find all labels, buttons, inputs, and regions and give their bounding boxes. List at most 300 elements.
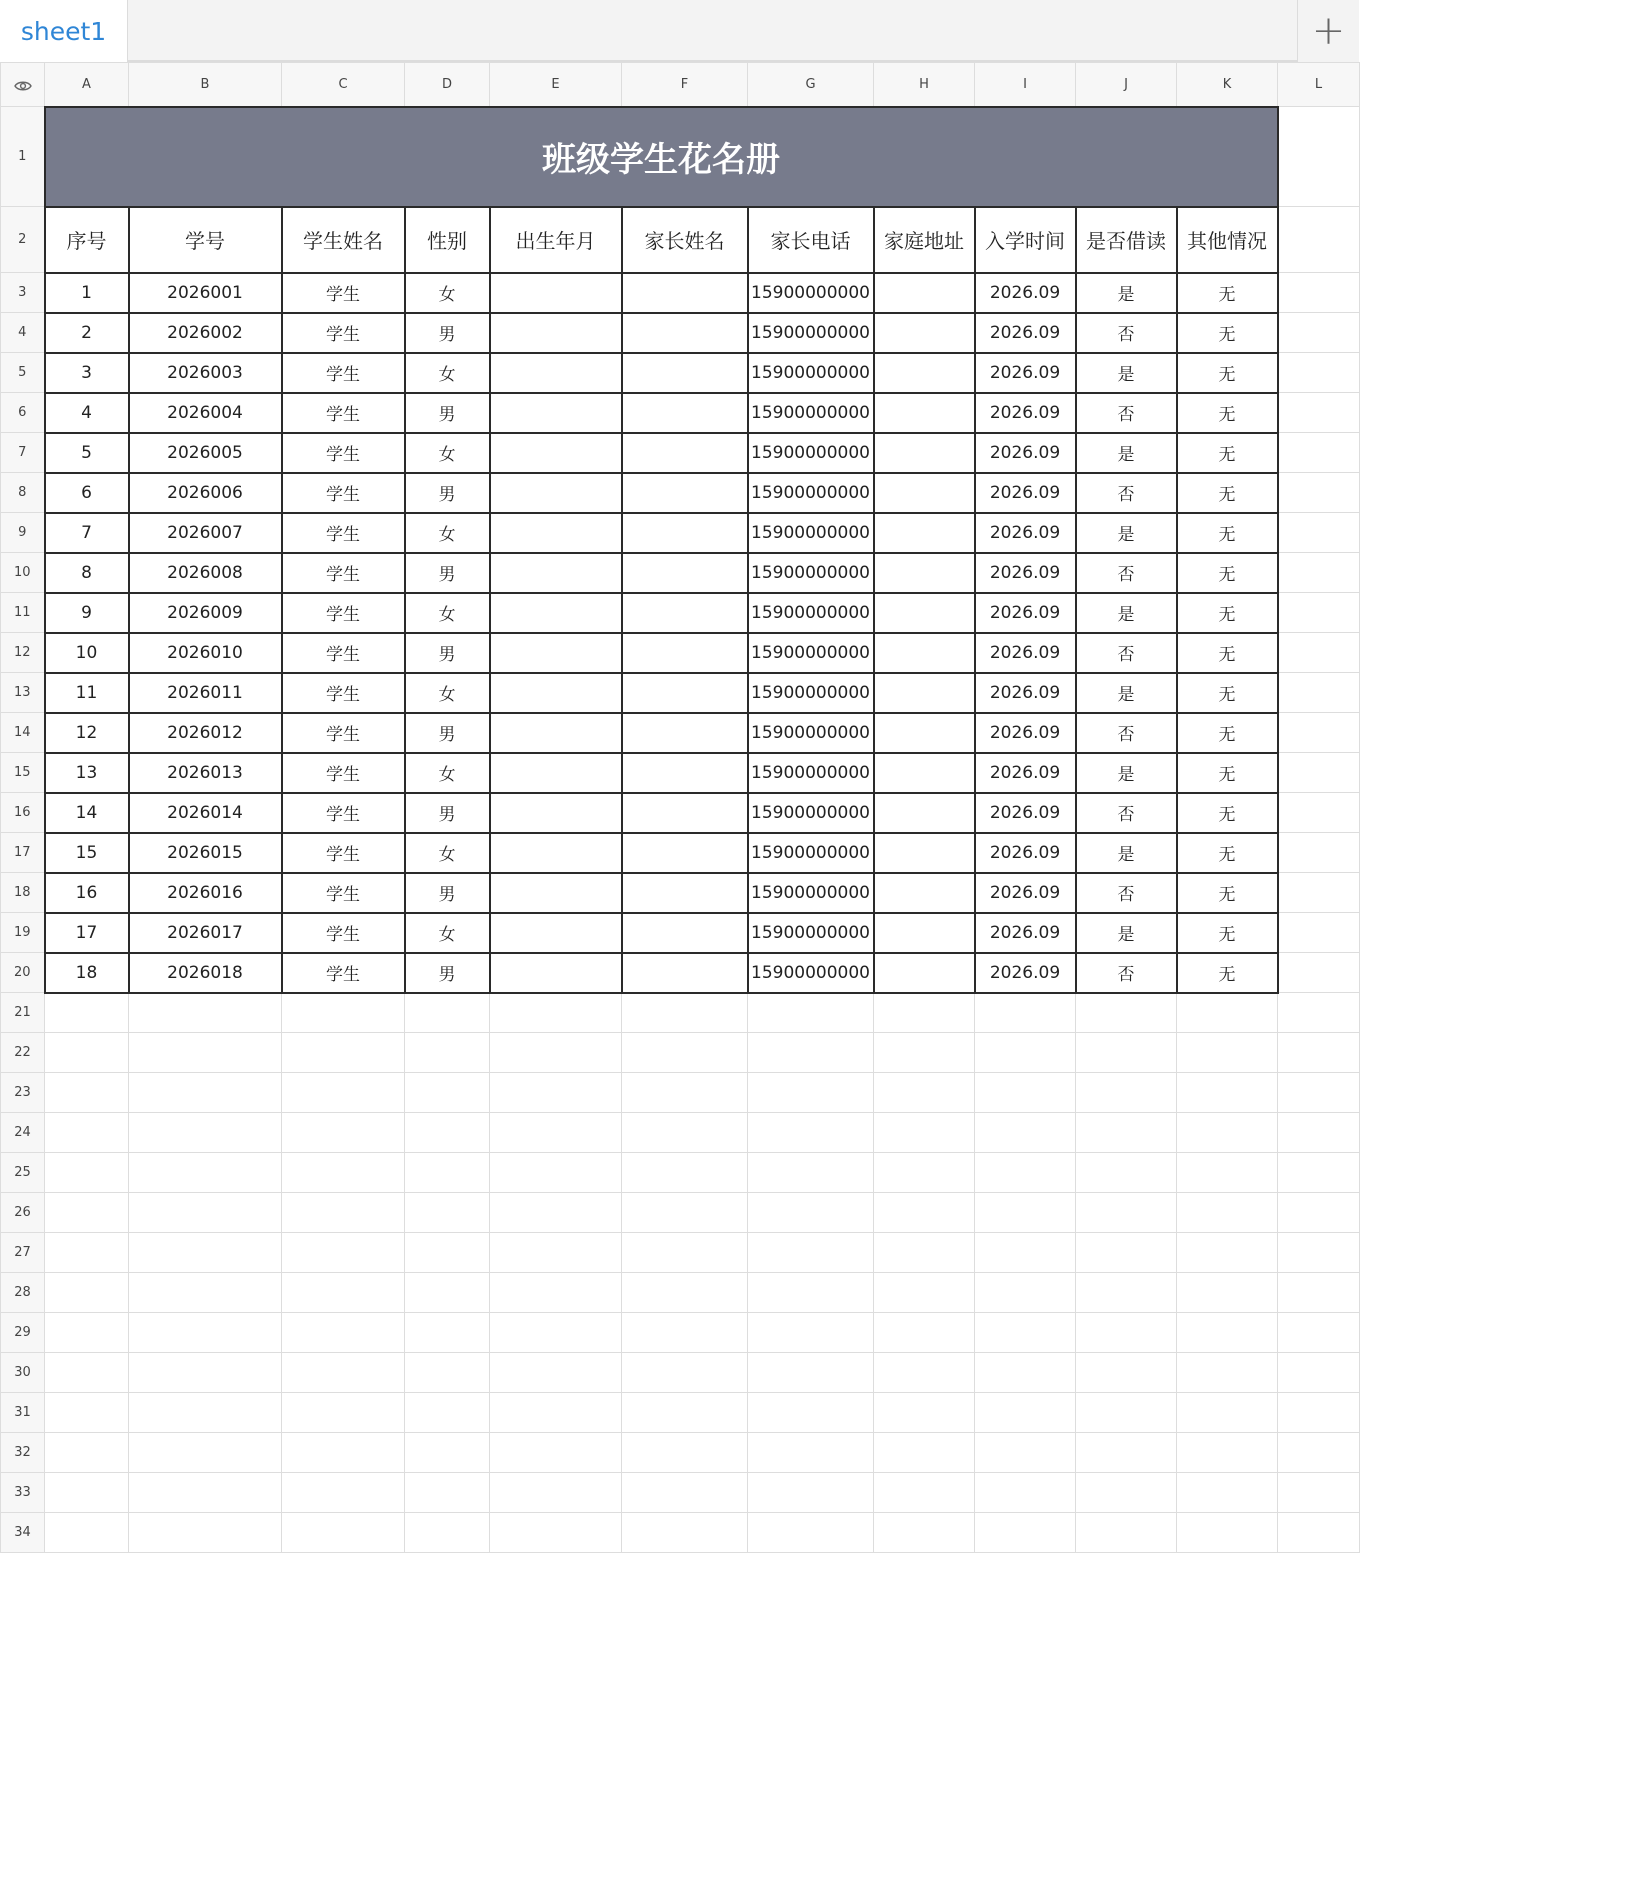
cell[interactable] xyxy=(405,1193,490,1233)
cell[interactable] xyxy=(622,1273,748,1313)
cell[interactable] xyxy=(1177,1313,1278,1353)
row-header-3[interactable]: 3 xyxy=(1,273,45,313)
cell[interactable] xyxy=(1177,1073,1278,1113)
cell[interactable] xyxy=(874,1113,975,1153)
data-cell[interactable] xyxy=(622,273,748,313)
data-cell[interactable]: 学生 xyxy=(282,873,405,913)
cell[interactable] xyxy=(748,1193,874,1233)
cell[interactable] xyxy=(975,1393,1076,1433)
data-cell[interactable]: 是 xyxy=(1076,833,1177,873)
data-cell[interactable] xyxy=(490,913,622,953)
cell[interactable] xyxy=(975,1313,1076,1353)
data-cell[interactable]: 2026005 xyxy=(129,433,282,473)
cell[interactable] xyxy=(748,1153,874,1193)
data-cell[interactable] xyxy=(622,833,748,873)
data-cell[interactable]: 女 xyxy=(405,833,490,873)
data-cell[interactable] xyxy=(622,953,748,993)
data-cell[interactable] xyxy=(874,513,975,553)
cell[interactable] xyxy=(490,1273,622,1313)
cell[interactable] xyxy=(282,1353,405,1393)
data-cell[interactable] xyxy=(622,313,748,353)
data-cell[interactable]: 无 xyxy=(1177,393,1278,433)
data-cell[interactable] xyxy=(490,793,622,833)
cell[interactable] xyxy=(975,1513,1076,1553)
cell[interactable] xyxy=(1076,1233,1177,1273)
data-cell[interactable] xyxy=(490,353,622,393)
data-cell[interactable]: 无 xyxy=(1177,713,1278,753)
cell[interactable] xyxy=(1076,1433,1177,1473)
data-cell[interactable]: 男 xyxy=(405,633,490,673)
data-cell[interactable] xyxy=(622,713,748,753)
data-cell[interactable]: 2026.09 xyxy=(975,833,1076,873)
cell[interactable] xyxy=(45,1233,129,1273)
data-cell[interactable]: 学生 xyxy=(282,913,405,953)
data-cell[interactable]: 无 xyxy=(1177,793,1278,833)
data-cell[interactable]: 2026.09 xyxy=(975,953,1076,993)
cell[interactable] xyxy=(490,1513,622,1553)
cell[interactable] xyxy=(1278,473,1360,513)
cell[interactable] xyxy=(1076,1313,1177,1353)
data-cell[interactable]: 无 xyxy=(1177,953,1278,993)
cell[interactable] xyxy=(490,1033,622,1073)
cell[interactable] xyxy=(1278,753,1360,793)
data-cell[interactable]: 2026012 xyxy=(129,713,282,753)
row-header-17[interactable]: 17 xyxy=(1,833,45,873)
row-header-29[interactable]: 29 xyxy=(1,1313,45,1353)
data-cell[interactable]: 学生 xyxy=(282,433,405,473)
cell[interactable] xyxy=(748,1473,874,1513)
row-header-15[interactable]: 15 xyxy=(1,753,45,793)
data-cell[interactable]: 学生 xyxy=(282,313,405,353)
cell[interactable] xyxy=(874,1513,975,1553)
cell[interactable] xyxy=(874,1073,975,1113)
cell[interactable] xyxy=(1278,393,1360,433)
data-cell[interactable]: 学生 xyxy=(282,633,405,673)
cell[interactable] xyxy=(622,1153,748,1193)
cell[interactable] xyxy=(45,1353,129,1393)
cell[interactable] xyxy=(1076,1513,1177,1553)
cell[interactable] xyxy=(282,1473,405,1513)
data-cell[interactable]: 男 xyxy=(405,873,490,913)
cell[interactable] xyxy=(129,1473,282,1513)
cell[interactable] xyxy=(874,1313,975,1353)
cell[interactable] xyxy=(874,1353,975,1393)
row-header-24[interactable]: 24 xyxy=(1,1113,45,1153)
cell[interactable] xyxy=(748,1393,874,1433)
data-cell[interactable]: 15900000000 xyxy=(748,633,874,673)
cell[interactable] xyxy=(1177,1273,1278,1313)
data-cell[interactable]: 无 xyxy=(1177,353,1278,393)
cell[interactable] xyxy=(975,1233,1076,1273)
cell[interactable] xyxy=(1076,1393,1177,1433)
cell[interactable] xyxy=(1177,1193,1278,1233)
data-cell[interactable]: 15900000000 xyxy=(748,593,874,633)
data-cell[interactable]: 学生 xyxy=(282,673,405,713)
row-header-33[interactable]: 33 xyxy=(1,1473,45,1513)
data-cell[interactable] xyxy=(874,753,975,793)
data-cell[interactable]: 学生 xyxy=(282,513,405,553)
data-cell[interactable]: 2026.09 xyxy=(975,513,1076,553)
data-cell[interactable]: 2026.09 xyxy=(975,473,1076,513)
row-header-1[interactable]: 1 xyxy=(1,107,45,207)
data-cell[interactable] xyxy=(622,353,748,393)
cell[interactable] xyxy=(1278,1353,1360,1393)
data-cell[interactable]: 1 xyxy=(45,273,129,313)
data-cell[interactable]: 10 xyxy=(45,633,129,673)
cell[interactable] xyxy=(748,1513,874,1553)
cell[interactable] xyxy=(129,1193,282,1233)
data-cell[interactable]: 男 xyxy=(405,953,490,993)
cell[interactable] xyxy=(129,1233,282,1273)
data-cell[interactable]: 无 xyxy=(1177,873,1278,913)
cell[interactable] xyxy=(622,1073,748,1113)
cell[interactable] xyxy=(282,1193,405,1233)
row-header-22[interactable]: 22 xyxy=(1,1033,45,1073)
cell[interactable] xyxy=(490,1393,622,1433)
column-header-g[interactable]: G xyxy=(748,63,874,107)
cell[interactable] xyxy=(45,1433,129,1473)
data-cell[interactable]: 2026010 xyxy=(129,633,282,673)
cell[interactable] xyxy=(282,1153,405,1193)
cell[interactable] xyxy=(1278,433,1360,473)
cell[interactable] xyxy=(1278,953,1360,993)
row-header-10[interactable]: 10 xyxy=(1,553,45,593)
column-header-e[interactable]: E xyxy=(490,63,622,107)
cell[interactable] xyxy=(129,993,282,1033)
row-header-20[interactable]: 20 xyxy=(1,953,45,993)
data-cell[interactable] xyxy=(490,753,622,793)
cell[interactable] xyxy=(1177,1233,1278,1273)
data-cell[interactable]: 无 xyxy=(1177,513,1278,553)
data-cell[interactable]: 2026002 xyxy=(129,313,282,353)
data-cell[interactable]: 女 xyxy=(405,273,490,313)
row-header-19[interactable]: 19 xyxy=(1,913,45,953)
data-cell[interactable]: 2026014 xyxy=(129,793,282,833)
cell[interactable] xyxy=(1278,993,1360,1033)
column-header-c[interactable]: C xyxy=(282,63,405,107)
cell[interactable] xyxy=(874,1193,975,1233)
data-cell[interactable]: 否 xyxy=(1076,873,1177,913)
data-cell[interactable]: 否 xyxy=(1076,393,1177,433)
cell[interactable] xyxy=(490,1153,622,1193)
data-cell[interactable]: 无 xyxy=(1177,753,1278,793)
data-cell[interactable]: 2026013 xyxy=(129,753,282,793)
cell[interactable] xyxy=(405,1513,490,1553)
data-cell[interactable] xyxy=(622,433,748,473)
data-cell[interactable]: 6 xyxy=(45,473,129,513)
data-cell[interactable]: 否 xyxy=(1076,953,1177,993)
table-header-cell[interactable]: 序号 xyxy=(45,207,129,273)
row-header-18[interactable]: 18 xyxy=(1,873,45,913)
cell[interactable] xyxy=(874,1273,975,1313)
cell[interactable] xyxy=(975,1273,1076,1313)
cell[interactable] xyxy=(1278,1513,1360,1553)
cell[interactable] xyxy=(748,1313,874,1353)
data-cell[interactable]: 15900000000 xyxy=(748,913,874,953)
data-cell[interactable]: 4 xyxy=(45,393,129,433)
data-cell[interactable]: 无 xyxy=(1177,593,1278,633)
data-cell[interactable] xyxy=(490,833,622,873)
cell[interactable] xyxy=(874,1473,975,1513)
data-cell[interactable]: 15900000000 xyxy=(748,433,874,473)
row-header-6[interactable]: 6 xyxy=(1,393,45,433)
data-cell[interactable]: 学生 xyxy=(282,793,405,833)
cell[interactable] xyxy=(490,1073,622,1113)
data-cell[interactable]: 否 xyxy=(1076,713,1177,753)
row-header-30[interactable]: 30 xyxy=(1,1353,45,1393)
data-cell[interactable]: 女 xyxy=(405,913,490,953)
cell[interactable] xyxy=(874,1393,975,1433)
row-header-7[interactable]: 7 xyxy=(1,433,45,473)
row-header-8[interactable]: 8 xyxy=(1,473,45,513)
sheet-title[interactable]: 班级学生花名册 xyxy=(45,107,1278,207)
data-cell[interactable] xyxy=(874,953,975,993)
data-cell[interactable] xyxy=(874,793,975,833)
cell[interactable] xyxy=(490,1353,622,1393)
cell[interactable] xyxy=(975,1073,1076,1113)
cell[interactable] xyxy=(405,1393,490,1433)
cell[interactable] xyxy=(1278,1393,1360,1433)
cell[interactable] xyxy=(874,1433,975,1473)
cell[interactable] xyxy=(1278,913,1360,953)
data-cell[interactable] xyxy=(874,673,975,713)
cell[interactable] xyxy=(45,1273,129,1313)
data-cell[interactable]: 2026001 xyxy=(129,273,282,313)
data-cell[interactable] xyxy=(622,673,748,713)
data-cell[interactable]: 2026.09 xyxy=(975,753,1076,793)
data-cell[interactable]: 2026009 xyxy=(129,593,282,633)
column-header-f[interactable]: F xyxy=(622,63,748,107)
data-cell[interactable]: 15900000000 xyxy=(748,793,874,833)
data-cell[interactable]: 男 xyxy=(405,793,490,833)
data-cell[interactable]: 15900000000 xyxy=(748,473,874,513)
cell[interactable] xyxy=(282,1073,405,1113)
data-cell[interactable] xyxy=(874,473,975,513)
data-cell[interactable]: 学生 xyxy=(282,593,405,633)
cell[interactable] xyxy=(490,1233,622,1273)
table-header-cell[interactable]: 学号 xyxy=(129,207,282,273)
cell[interactable] xyxy=(45,1393,129,1433)
data-cell[interactable] xyxy=(622,913,748,953)
cell[interactable] xyxy=(1177,1033,1278,1073)
cell[interactable] xyxy=(282,1313,405,1353)
cell[interactable] xyxy=(129,1353,282,1393)
cell[interactable] xyxy=(975,1193,1076,1233)
cell[interactable] xyxy=(1076,1353,1177,1393)
row-header-28[interactable]: 28 xyxy=(1,1273,45,1313)
cell[interactable] xyxy=(282,1393,405,1433)
cell[interactable] xyxy=(1278,1033,1360,1073)
data-cell[interactable] xyxy=(490,473,622,513)
column-header-b[interactable]: B xyxy=(129,63,282,107)
cell[interactable] xyxy=(1076,1153,1177,1193)
cell[interactable] xyxy=(622,1513,748,1553)
data-cell[interactable]: 15900000000 xyxy=(748,273,874,313)
data-cell[interactable]: 无 xyxy=(1177,833,1278,873)
cell[interactable] xyxy=(622,1473,748,1513)
cell[interactable] xyxy=(1278,1193,1360,1233)
cell[interactable] xyxy=(129,1393,282,1433)
column-header-a[interactable]: A xyxy=(45,63,129,107)
cell[interactable] xyxy=(1278,107,1360,207)
cell[interactable] xyxy=(622,1433,748,1473)
cell[interactable] xyxy=(1177,1433,1278,1473)
data-cell[interactable]: 15900000000 xyxy=(748,353,874,393)
data-cell[interactable] xyxy=(622,873,748,913)
cell[interactable] xyxy=(1278,313,1360,353)
data-cell[interactable]: 12 xyxy=(45,713,129,753)
tab-sheet1[interactable]: sheet1 xyxy=(0,0,128,62)
cell[interactable] xyxy=(1177,993,1278,1033)
data-cell[interactable]: 15900000000 xyxy=(748,393,874,433)
row-header-12[interactable]: 12 xyxy=(1,633,45,673)
data-cell[interactable]: 是 xyxy=(1076,433,1177,473)
cell[interactable] xyxy=(282,1113,405,1153)
cell[interactable] xyxy=(490,1313,622,1353)
row-header-9[interactable]: 9 xyxy=(1,513,45,553)
data-cell[interactable]: 16 xyxy=(45,873,129,913)
data-cell[interactable]: 15900000000 xyxy=(748,553,874,593)
cell[interactable] xyxy=(975,1433,1076,1473)
data-cell[interactable]: 17 xyxy=(45,913,129,953)
data-cell[interactable]: 2 xyxy=(45,313,129,353)
data-cell[interactable]: 2026.09 xyxy=(975,673,1076,713)
cell[interactable] xyxy=(622,1193,748,1233)
cell[interactable] xyxy=(1076,1073,1177,1113)
data-cell[interactable] xyxy=(622,553,748,593)
data-cell[interactable]: 是 xyxy=(1076,753,1177,793)
data-cell[interactable]: 女 xyxy=(405,593,490,633)
cell[interactable] xyxy=(1076,1113,1177,1153)
data-cell[interactable]: 是 xyxy=(1076,353,1177,393)
data-cell[interactable] xyxy=(622,793,748,833)
data-cell[interactable] xyxy=(490,953,622,993)
data-cell[interactable]: 男 xyxy=(405,313,490,353)
cell[interactable] xyxy=(1278,553,1360,593)
data-cell[interactable]: 学生 xyxy=(282,393,405,433)
data-cell[interactable]: 是 xyxy=(1076,593,1177,633)
data-cell[interactable] xyxy=(622,633,748,673)
cell[interactable] xyxy=(748,1233,874,1273)
data-cell[interactable] xyxy=(874,833,975,873)
cell[interactable] xyxy=(1278,713,1360,753)
row-header-26[interactable]: 26 xyxy=(1,1193,45,1233)
cell[interactable] xyxy=(1278,1113,1360,1153)
data-cell[interactable]: 学生 xyxy=(282,753,405,793)
cell[interactable] xyxy=(1076,1273,1177,1313)
data-cell[interactable] xyxy=(622,753,748,793)
cell[interactable] xyxy=(1076,1033,1177,1073)
cell[interactable] xyxy=(129,1153,282,1193)
data-cell[interactable] xyxy=(490,593,622,633)
data-cell[interactable]: 学生 xyxy=(282,273,405,313)
data-cell[interactable]: 无 xyxy=(1177,673,1278,713)
cell[interactable] xyxy=(490,993,622,1033)
cell[interactable] xyxy=(129,1433,282,1473)
cell[interactable] xyxy=(405,1313,490,1353)
data-cell[interactable] xyxy=(490,313,622,353)
cell[interactable] xyxy=(622,1313,748,1353)
data-cell[interactable] xyxy=(874,433,975,473)
data-cell[interactable]: 无 xyxy=(1177,913,1278,953)
data-cell[interactable] xyxy=(874,393,975,433)
cell[interactable] xyxy=(622,993,748,1033)
data-cell[interactable]: 男 xyxy=(405,393,490,433)
data-cell[interactable]: 2026.09 xyxy=(975,393,1076,433)
cell[interactable] xyxy=(975,1473,1076,1513)
data-cell[interactable]: 无 xyxy=(1177,633,1278,673)
data-cell[interactable]: 2026.09 xyxy=(975,873,1076,913)
data-cell[interactable]: 2026.09 xyxy=(975,793,1076,833)
data-cell[interactable] xyxy=(874,353,975,393)
data-cell[interactable]: 女 xyxy=(405,433,490,473)
row-header-4[interactable]: 4 xyxy=(1,313,45,353)
data-cell[interactable]: 2026.09 xyxy=(975,353,1076,393)
cell[interactable] xyxy=(622,1113,748,1153)
cell[interactable] xyxy=(45,1073,129,1113)
cell[interactable] xyxy=(748,1433,874,1473)
data-cell[interactable]: 14 xyxy=(45,793,129,833)
row-header-14[interactable]: 14 xyxy=(1,713,45,753)
data-cell[interactable] xyxy=(490,433,622,473)
cell[interactable] xyxy=(1177,1353,1278,1393)
cell[interactable] xyxy=(1177,1393,1278,1433)
data-cell[interactable]: 15900000000 xyxy=(748,513,874,553)
cell[interactable] xyxy=(748,1073,874,1113)
cell[interactable] xyxy=(129,1513,282,1553)
data-cell[interactable]: 15900000000 xyxy=(748,673,874,713)
data-cell[interactable]: 15900000000 xyxy=(748,833,874,873)
data-cell[interactable] xyxy=(490,873,622,913)
cell[interactable] xyxy=(282,1433,405,1473)
data-cell[interactable]: 否 xyxy=(1076,473,1177,513)
cell[interactable] xyxy=(282,993,405,1033)
data-cell[interactable]: 2026015 xyxy=(129,833,282,873)
data-cell[interactable] xyxy=(622,513,748,553)
cell[interactable] xyxy=(405,1033,490,1073)
cell[interactable] xyxy=(975,1353,1076,1393)
data-cell[interactable]: 2026.09 xyxy=(975,713,1076,753)
column-header-d[interactable]: D xyxy=(405,63,490,107)
cell[interactable] xyxy=(622,1353,748,1393)
cell[interactable] xyxy=(975,993,1076,1033)
data-cell[interactable] xyxy=(874,593,975,633)
data-cell[interactable]: 是 xyxy=(1076,913,1177,953)
cell[interactable] xyxy=(748,1033,874,1073)
row-header-25[interactable]: 25 xyxy=(1,1153,45,1193)
data-cell[interactable]: 2026.09 xyxy=(975,593,1076,633)
data-cell[interactable] xyxy=(490,273,622,313)
data-cell[interactable]: 男 xyxy=(405,473,490,513)
data-cell[interactable]: 无 xyxy=(1177,553,1278,593)
data-cell[interactable]: 2026016 xyxy=(129,873,282,913)
data-cell[interactable]: 女 xyxy=(405,353,490,393)
row-header-27[interactable]: 27 xyxy=(1,1233,45,1273)
column-header-j[interactable]: J xyxy=(1076,63,1177,107)
cell[interactable] xyxy=(405,1273,490,1313)
data-cell[interactable]: 2026011 xyxy=(129,673,282,713)
row-header-32[interactable]: 32 xyxy=(1,1433,45,1473)
cell[interactable] xyxy=(405,1433,490,1473)
data-cell[interactable]: 学生 xyxy=(282,553,405,593)
data-cell[interactable]: 无 xyxy=(1177,313,1278,353)
cell[interactable] xyxy=(1278,1273,1360,1313)
table-header-cell[interactable]: 学生姓名 xyxy=(282,207,405,273)
add-sheet-button[interactable] xyxy=(1297,0,1359,62)
data-cell[interactable]: 18 xyxy=(45,953,129,993)
data-cell[interactable]: 学生 xyxy=(282,833,405,873)
cell[interactable] xyxy=(874,993,975,1033)
